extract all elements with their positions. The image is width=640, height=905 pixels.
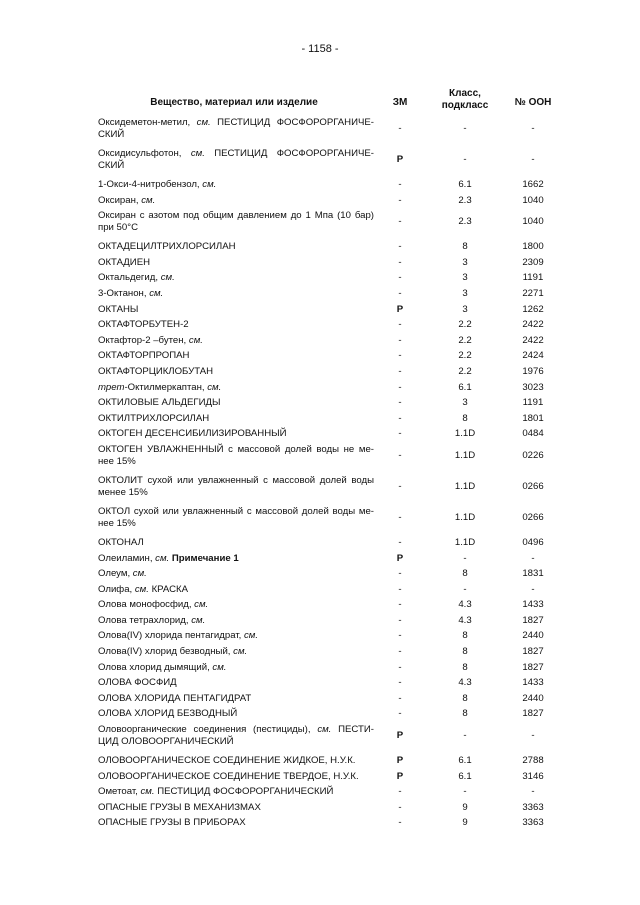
- marine-pollutant-cell: -: [398, 350, 402, 362]
- un-number-cell: 1801: [522, 412, 544, 424]
- substance-name: [98, 584, 374, 596]
- substance-name: [98, 428, 374, 440]
- class-cell: 2.3: [458, 194, 472, 206]
- substance-name-part: Олеиламин,: [98, 552, 156, 564]
- substance-name-part: см.: [155, 552, 170, 564]
- marine-pollutant-cell: -: [398, 123, 402, 134]
- un-number-cell: 3363: [522, 801, 544, 813]
- substance-name: [98, 413, 374, 425]
- substance-name-part: Оксиран с азотом под общим давлением до 1 Мпа (10 бар) при 50°C: [98, 210, 374, 234]
- substance-name: [98, 179, 374, 191]
- un-number-cell: 2424: [522, 350, 544, 362]
- class-cell: 2.2: [458, 334, 472, 346]
- un-number-cell: 1827: [522, 708, 544, 720]
- header-marine-pollutant: ЗМ: [392, 97, 408, 108]
- marine-pollutant-cell: -: [398, 630, 402, 642]
- table-row: [0, 301, 640, 317]
- class-cell: -: [463, 583, 467, 595]
- table-row: [0, 441, 640, 472]
- un-number-cell: 1191: [522, 272, 544, 284]
- un-number-cell: 2271: [522, 287, 544, 299]
- marine-pollutant-cell: -: [398, 536, 402, 548]
- marine-pollutant-cell: -: [398, 646, 402, 658]
- substance-name-part: Олова тетрахлорид,: [98, 614, 192, 626]
- class-cell: 3: [462, 303, 468, 315]
- marine-pollutant-cell: P: [396, 303, 404, 315]
- class-cell: 4.3: [458, 599, 472, 611]
- substance-name: [98, 506, 374, 530]
- marine-pollutant-cell: -: [398, 449, 402, 461]
- marine-pollutant-cell: -: [398, 365, 402, 377]
- marine-pollutant-cell: -: [398, 817, 402, 829]
- un-number-cell: 0496: [522, 536, 544, 548]
- class-cell: -: [463, 552, 467, 564]
- substance-name: [98, 630, 374, 642]
- marine-pollutant-cell: -: [398, 241, 402, 253]
- substance-name-part: Оксидисульфотон,: [98, 148, 191, 159]
- substance-name-part: КРАСКА: [148, 583, 189, 595]
- class-cell: 1.1D: [454, 536, 476, 548]
- header-un-number: № ООН: [514, 97, 552, 108]
- substance-name: [98, 662, 374, 674]
- substance-name-part: см.: [149, 287, 164, 299]
- substance-name: [98, 366, 374, 378]
- substance-name-part: ОКТАФТОРЦИКЛОБУТАН: [98, 365, 214, 377]
- table-row: [0, 472, 640, 503]
- un-number-cell: 3023: [522, 381, 544, 393]
- marine-pollutant-cell: -: [398, 583, 402, 595]
- table-row: [0, 690, 640, 706]
- substance-name-part: ПЕСТИ-ЦИД ОЛОВООРГАНИЧЕСКИЙ: [98, 724, 374, 748]
- un-number-cell: -: [531, 583, 535, 595]
- substance-name-part: ОКТОЛ сухой или увлажненный с массовой долей воды ме-нее 15%: [98, 505, 374, 529]
- un-number-cell: 2422: [522, 334, 544, 346]
- substance-name-part: Оксиран,: [98, 194, 142, 206]
- substance-name: [98, 693, 374, 705]
- substance-name-part: Олеум,: [98, 568, 133, 580]
- class-cell: 6.1: [458, 770, 472, 782]
- marine-pollutant-cell: -: [398, 692, 402, 704]
- marine-pollutant-cell: -: [398, 397, 402, 409]
- class-cell: 8: [462, 630, 468, 642]
- class-cell: 3: [462, 272, 468, 284]
- un-number-cell: 1800: [522, 241, 544, 253]
- substance-name-part: Примечание 1: [171, 552, 239, 564]
- substance-name: [98, 755, 374, 767]
- table-row: [0, 503, 640, 534]
- marine-pollutant-cell: -: [398, 480, 402, 492]
- substance-name-part: см.: [194, 599, 209, 611]
- table-row: [0, 643, 640, 659]
- table-row: [0, 721, 640, 752]
- un-number-cell: 1976: [522, 365, 544, 377]
- substance-name: [98, 304, 374, 316]
- substance-name-part: ПЕСТИЦИД ФОСФОРОРГАНИЧЕ-СКИЙ: [98, 148, 374, 171]
- un-number-cell: 1831: [522, 568, 544, 580]
- table-row: [0, 238, 640, 254]
- substance-name: [98, 350, 374, 362]
- substance-name-part: ОПАСНЫЕ ГРУЗЫ В МЕХАНИЗМАХ: [98, 801, 261, 813]
- substance-name-part: ОЛОВООРГАНИЧЕСКОЕ СОЕДИНЕНИЕ ЖИДКОЕ, Н.У.К.: [98, 755, 356, 767]
- marine-pollutant-cell: -: [398, 256, 402, 268]
- class-cell: 8: [462, 692, 468, 704]
- substance-name-part: ПЕСТИЦИД ФОСФОРОРГАНИЧЕСКИЙ: [154, 786, 334, 798]
- marine-pollutant-cell: -: [398, 334, 402, 346]
- table-row: [0, 347, 640, 363]
- substance-name-part: см.: [132, 568, 147, 580]
- class-cell: 9: [462, 801, 468, 813]
- substance-name-part: Олова хлорид дымящий,: [98, 661, 213, 673]
- marine-pollutant-cell: P: [396, 730, 404, 742]
- substance-name: [98, 257, 374, 269]
- substance-name-part: трет: [98, 381, 125, 393]
- un-number-cell: -: [531, 730, 535, 742]
- substance-name: [98, 553, 374, 565]
- marine-pollutant-cell: P: [396, 552, 404, 564]
- class-cell: 3: [462, 397, 468, 409]
- table-row: [0, 269, 640, 285]
- substance-name: [98, 771, 374, 783]
- substance-name-part: см.: [140, 786, 155, 798]
- un-number-cell: 1827: [522, 661, 544, 673]
- substance-name: [98, 117, 374, 141]
- substance-name-part: ОЛОВООРГАНИЧЕСКОЕ СОЕДИНЕНИЕ ТВЕРДОЕ, Н.У.К.: [98, 770, 359, 782]
- un-number-cell: 1040: [522, 216, 544, 228]
- un-number-cell: 0484: [522, 428, 544, 440]
- substance-name-part: ОКТАДИЕН: [98, 256, 151, 268]
- class-cell: 8: [462, 241, 468, 253]
- un-number-cell: 2788: [522, 755, 544, 767]
- class-cell: 8: [462, 568, 468, 580]
- table-row: [0, 410, 640, 426]
- substance-name-part: ОКТИЛОВЫЕ АЛЬДЕГИДЫ: [98, 397, 221, 409]
- page-number: - 1158 -: [301, 43, 339, 55]
- substance-name-part: см.: [196, 117, 211, 128]
- table-row: [0, 192, 640, 208]
- substance-name-part: см.: [191, 614, 206, 626]
- table-row: [0, 285, 640, 301]
- substance-name: [98, 724, 374, 748]
- marine-pollutant-cell: -: [398, 661, 402, 673]
- substance-name-part: см.: [212, 661, 227, 673]
- table-row: [0, 814, 640, 830]
- substance-name-part: ОКТОЛИТ сухой или увлажненный с массовой долей воды менее 15%: [98, 474, 374, 498]
- un-number-cell: 1662: [522, 179, 544, 190]
- substance-name: [98, 288, 374, 300]
- substance-name: [98, 195, 374, 207]
- table-row: [0, 316, 640, 332]
- class-cell: 4.3: [458, 614, 472, 626]
- class-cell: 9: [462, 817, 468, 829]
- class-cell: 6.1: [458, 755, 472, 767]
- substance-name-part: см.: [141, 194, 156, 206]
- substance-name-part: см.: [233, 646, 248, 658]
- class-cell: -: [463, 786, 467, 798]
- table-row: [0, 363, 640, 379]
- table-row: [0, 565, 640, 581]
- substance-name-part: Октафтор-2 –бутен,: [98, 334, 189, 346]
- substance-name-part: ОЛОВА ХЛОРИДА ПЕНТАГИДРАТ: [98, 692, 252, 704]
- table-row: [0, 799, 640, 815]
- un-number-cell: 1262: [522, 303, 544, 315]
- un-number-cell: 2309: [522, 256, 544, 268]
- un-number-cell: 0226: [522, 449, 544, 461]
- marine-pollutant-cell: -: [398, 568, 402, 580]
- marine-pollutant-cell: -: [398, 216, 402, 228]
- marine-pollutant-cell: -: [398, 272, 402, 284]
- class-cell: 2.2: [458, 365, 472, 377]
- table-row: [0, 783, 640, 799]
- table-row: [0, 114, 640, 145]
- table-row: [0, 207, 640, 238]
- class-cell: 8: [462, 661, 468, 673]
- table-row: [0, 627, 640, 643]
- substance-name-part: ОЛОВА ФОСФИД: [98, 677, 177, 689]
- substance-name: [98, 319, 374, 331]
- substance-name-part: см.: [190, 148, 205, 159]
- substance-name: [98, 382, 374, 394]
- substance-name-part: ОЛОВА ХЛОРИД БЕЗВОДНЫЙ: [98, 708, 238, 720]
- un-number-cell: 1040: [522, 194, 544, 206]
- substance-name: [98, 537, 374, 549]
- class-cell: 1.1D: [454, 428, 476, 440]
- class-cell: -: [463, 123, 467, 134]
- substance-name-part: Олова(IV) хлорид безводный,: [98, 646, 234, 658]
- un-number-cell: 1191: [522, 397, 544, 409]
- substance-name-part: ОКТАНЫ: [98, 303, 139, 315]
- table-row: [0, 768, 640, 784]
- substance-name-part: Октальдегид,: [98, 272, 161, 284]
- marine-pollutant-cell: -: [398, 614, 402, 626]
- marine-pollutant-cell: -: [398, 179, 402, 190]
- class-cell: 8: [462, 646, 468, 658]
- substance-name-part: ОКТАФТОРБУТЕН-2: [98, 319, 189, 331]
- table-row: [0, 550, 640, 566]
- substance-name: [98, 817, 374, 829]
- substance-name-part: ОКТОГЕН УВЛАЖНЕННЫЙ с массовой долей воды не ме-нее 15%: [98, 443, 374, 467]
- table-row: [0, 581, 640, 597]
- substance-name: [98, 272, 374, 284]
- substance-name: [98, 708, 374, 720]
- table-row: [0, 659, 640, 675]
- substance-name-part: ПЕСТИЦИД ФОСФОРОРГАНИЧЕ-СКИЙ: [98, 117, 374, 140]
- substance-name: [98, 615, 374, 627]
- substance-name-part: Олова(IV) хлорида пентагидрат,: [98, 630, 244, 642]
- class-cell: 1.1D: [454, 480, 476, 492]
- substance-name: [98, 475, 374, 499]
- substance-name-part: см.: [134, 583, 149, 595]
- un-number-cell: -: [531, 552, 535, 564]
- marine-pollutant-cell: -: [398, 428, 402, 440]
- class-cell: -: [463, 154, 467, 165]
- un-number-cell: -: [531, 154, 535, 165]
- substance-table: [0, 114, 640, 830]
- table-row: [0, 752, 640, 768]
- marine-pollutant-cell: -: [398, 194, 402, 206]
- table-row: [0, 534, 640, 550]
- un-number-cell: 2440: [522, 630, 544, 642]
- substance-name-part: см.: [244, 630, 259, 642]
- table-row: [0, 176, 640, 192]
- class-cell: 2.2: [458, 350, 472, 362]
- substance-name-part: ОКТИЛТРИХЛОРСИЛАН: [98, 412, 210, 424]
- marine-pollutant-cell: -: [398, 708, 402, 720]
- class-cell: 4.3: [458, 677, 472, 689]
- class-cell: 8: [462, 708, 468, 720]
- class-cell: 1.1D: [454, 511, 476, 523]
- substance-name: [98, 646, 374, 658]
- table-row: [0, 425, 640, 441]
- class-cell: -: [463, 730, 467, 742]
- substance-name: [98, 148, 374, 172]
- class-cell: 3: [462, 287, 468, 299]
- header-substance: Вещество, материал или изделие: [150, 97, 318, 108]
- marine-pollutant-cell: -: [398, 287, 402, 299]
- substance-name-part: см.: [188, 334, 203, 346]
- marine-pollutant-cell: -: [398, 412, 402, 424]
- table-row: [0, 596, 640, 612]
- substance-name-part: ОКТОГЕН ДЕСЕНСИБИЛИЗИРОВАННЫЙ: [98, 428, 287, 440]
- substance-name-part: ОКТАДЕЦИЛТРИХЛОРСИЛАН: [98, 241, 236, 253]
- marine-pollutant-cell: -: [398, 786, 402, 798]
- marine-pollutant-cell: P: [396, 154, 404, 165]
- substance-name-part: Оловоорганические соединения (пестициды),: [98, 724, 318, 736]
- substance-name-part: ОКТОНАЛ: [98, 536, 144, 548]
- substance-name-part: см.: [207, 381, 222, 393]
- header-class-line2: подкласс: [441, 100, 489, 111]
- un-number-cell: 1433: [522, 599, 544, 611]
- marine-pollutant-cell: -: [398, 677, 402, 689]
- class-cell: 2.2: [458, 319, 472, 331]
- class-cell: 3: [462, 256, 468, 268]
- un-number-cell: 2422: [522, 319, 544, 331]
- substance-name: [98, 444, 374, 468]
- table-row: [0, 332, 640, 348]
- substance-name-part: Олифа,: [98, 583, 135, 595]
- class-cell: 2.3: [458, 216, 472, 228]
- substance-name-part: см.: [202, 179, 217, 190]
- table-row: [0, 145, 640, 176]
- substance-name: [98, 568, 374, 580]
- substance-name-part: Ометоат,: [98, 786, 141, 798]
- marine-pollutant-cell: P: [396, 755, 404, 767]
- un-number-cell: 1433: [522, 677, 544, 689]
- substance-name: [98, 210, 374, 234]
- un-number-cell: 2440: [522, 692, 544, 704]
- header-class: [420, 88, 510, 112]
- substance-name-part: ОКТАФТОРПРОПАН: [98, 350, 190, 362]
- un-number-cell: 3146: [522, 770, 544, 782]
- class-cell: 6.1: [458, 179, 472, 190]
- substance-name-part: ОПАСНЫЕ ГРУЗЫ В ПРИБОРАХ: [98, 817, 246, 829]
- un-number-cell: -: [531, 786, 535, 798]
- marine-pollutant-cell: P: [396, 770, 404, 782]
- marine-pollutant-cell: -: [398, 319, 402, 331]
- marine-pollutant-cell: -: [398, 801, 402, 813]
- substance-name: [98, 677, 374, 689]
- substance-name: [98, 241, 374, 253]
- class-cell: 6.1: [458, 381, 472, 393]
- table-row: [0, 379, 640, 395]
- un-number-cell: 0266: [522, 511, 544, 523]
- substance-name: [98, 599, 374, 611]
- substance-name: [98, 802, 374, 814]
- substance-name-part: Оксидеметон-метил,: [98, 117, 197, 128]
- table-row: [0, 612, 640, 628]
- substance-name: [98, 786, 374, 798]
- header-class-line1: Класс,: [449, 88, 481, 99]
- substance-name-part: Олова монофосфид,: [98, 599, 195, 611]
- substance-name-part: см.: [160, 272, 175, 284]
- class-cell: 1.1D: [454, 449, 476, 461]
- table-row: [0, 674, 640, 690]
- un-number-cell: 3363: [522, 817, 544, 829]
- marine-pollutant-cell: -: [398, 599, 402, 611]
- substance-name-part: 1-Окси-4-нитробензол,: [98, 179, 203, 190]
- un-number-cell: 1827: [522, 614, 544, 626]
- marine-pollutant-cell: -: [398, 511, 402, 523]
- table-row: [0, 705, 640, 721]
- marine-pollutant-cell: -: [398, 381, 402, 393]
- class-cell: 8: [462, 412, 468, 424]
- substance-name-part: 3-Октанон,: [98, 287, 150, 299]
- substance-name: [98, 397, 374, 409]
- substance-name-part: см.: [317, 724, 332, 736]
- un-number-cell: 1827: [522, 646, 544, 658]
- substance-name-part: -Октилмеркаптан,: [124, 381, 208, 393]
- un-number-cell: -: [531, 123, 535, 134]
- substance-name: [98, 335, 374, 347]
- table-row: [0, 394, 640, 410]
- un-number-cell: 0266: [522, 480, 544, 492]
- table-row: [0, 254, 640, 270]
